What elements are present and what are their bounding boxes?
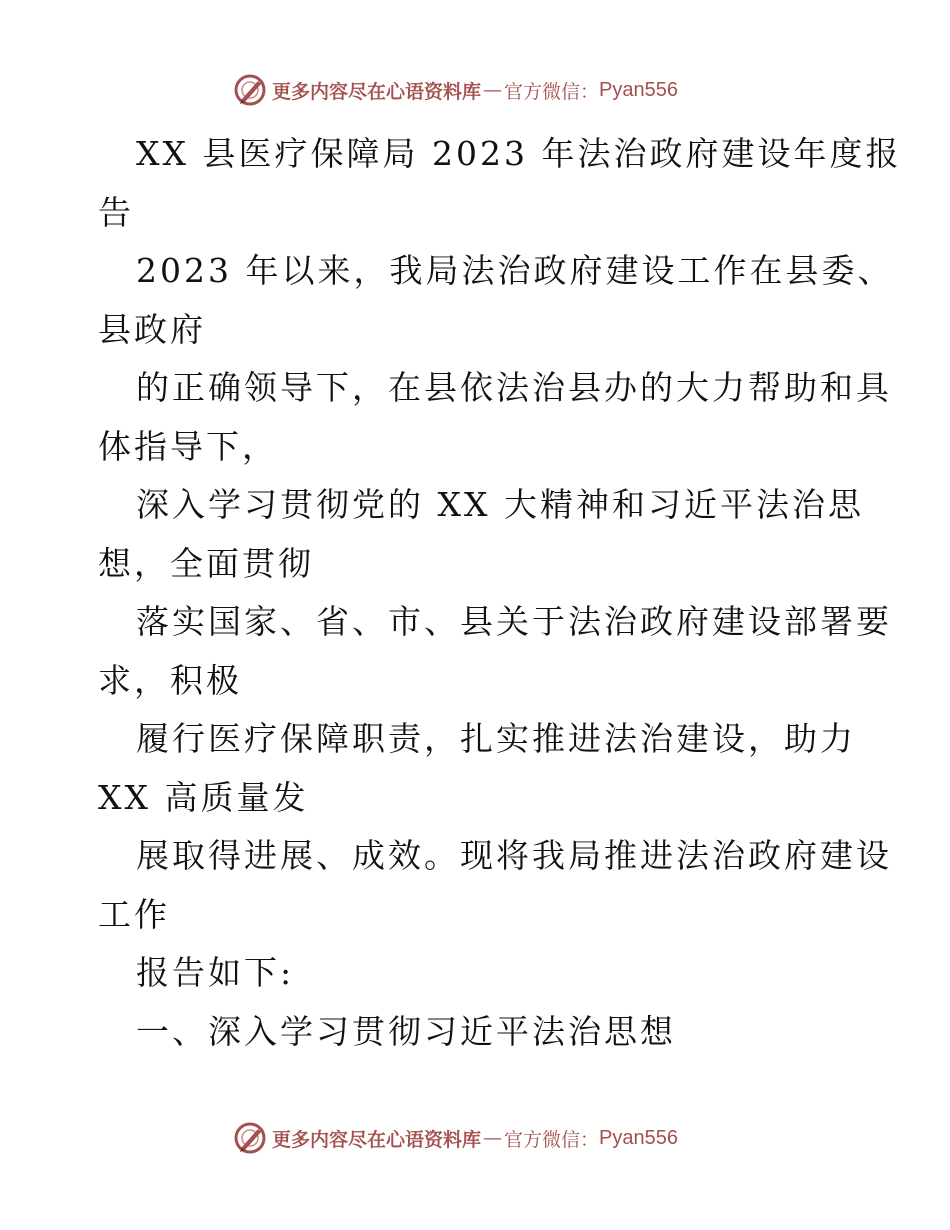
section-heading: 一、深入学习贯彻习近平法治思想 — [136, 1011, 676, 1051]
watermark-footer — [232, 1120, 678, 1156]
watermark-wechat-id: Pyan556 — [599, 1126, 678, 1149]
paragraph-line: 的正确领导下，在县依法治县办的大力帮助和具 — [136, 368, 892, 407]
paragraph-line: 落实国家、省、市、县关于法治政府建设部署要 — [136, 602, 892, 641]
paragraph-line: 体指导下， — [98, 426, 278, 466]
paragraph-line: 深入学习贯彻党的 XX 大精神和习近平法治思 — [136, 485, 864, 524]
watermark-text: 更多内容尽在心语资料库 — [272, 80, 482, 103]
watermark-wechat-id: Pyan556 — [599, 78, 678, 101]
paragraph-line: 工作 — [98, 894, 170, 934]
paragraph-line: 履行医疗保障职责，扎实推进法治建设，助力 — [136, 719, 856, 758]
document-title-line-2: 告 — [98, 192, 134, 232]
watermark-separator: — — [483, 79, 503, 101]
watermark-wechat-label: 官方微信： — [504, 80, 600, 103]
paragraph-line: 县政府 — [98, 309, 206, 349]
document-title-line-1: XX 县医疗保障局 2023 年法治政府建设年度报 — [136, 134, 902, 173]
pen-logo-icon — [232, 72, 268, 108]
document-body — [98, 125, 902, 1061]
paragraph-line: 2023 年以来，我局法治政府建设工作在县委、 — [136, 251, 894, 290]
watermark-wechat-label: 官方微信： — [504, 1128, 600, 1151]
watermark-separator: — — [483, 1127, 503, 1149]
paragraph-line: 求，积极 — [98, 660, 242, 700]
watermark-header — [232, 72, 678, 108]
pen-logo-icon — [232, 1120, 268, 1156]
watermark-text: 更多内容尽在心语资料库 — [272, 1128, 482, 1151]
paragraph-line: XX 高质量发 — [98, 777, 309, 817]
paragraph-line: 展取得进展、成效。现将我局推进法治政府建设 — [136, 836, 892, 875]
paragraph-line: 报告如下: — [136, 953, 295, 992]
paragraph-line: 想，全面贯彻 — [98, 543, 314, 583]
